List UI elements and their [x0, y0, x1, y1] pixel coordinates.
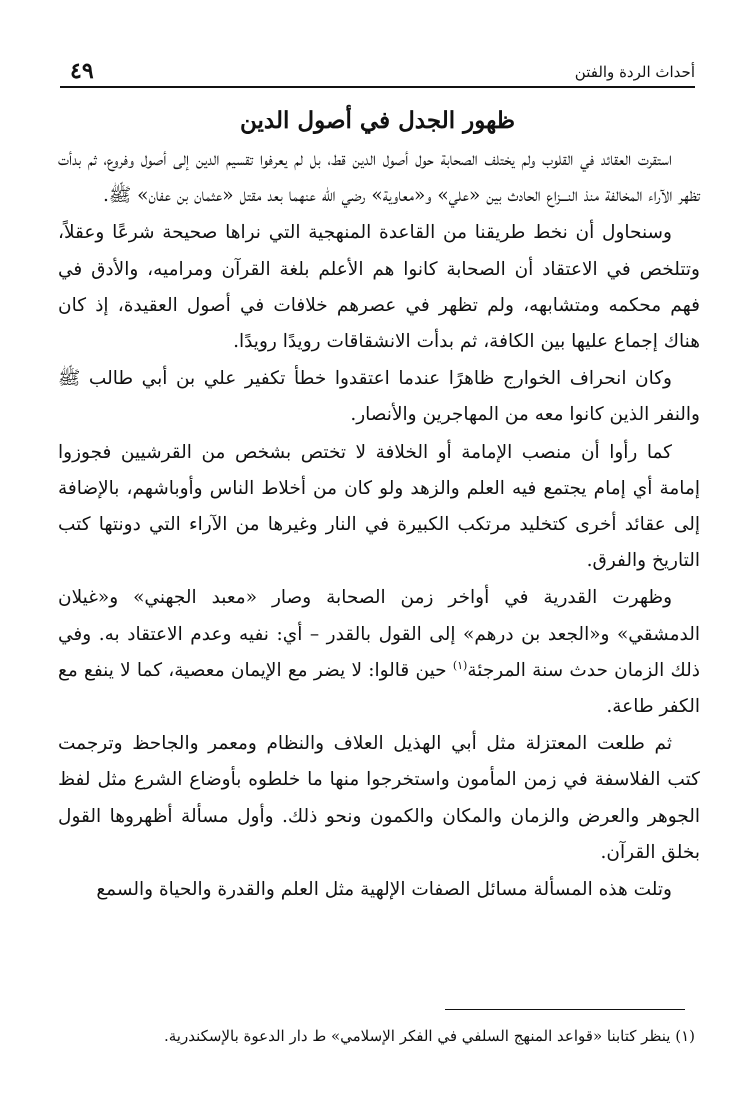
body-text: [58, 142, 700, 909]
paragraph-with-footnote-ref: [58, 580, 700, 725]
paragraph-text: وظهرت القدرية في أواخر زمن الصحابة وصار «معبد الجهني» و«غيلان الدمشقي» و«الجعد بن درهم» إلى القول بالقدر – أي: نفيه وعدم الاعتقاد به. وفي ذلك الزمان حدث سنة المرجئة: [58, 587, 700, 681]
paragraph-text: حين قالوا: لا يضر مع الإيمان معصية، كما لا ينفع مع الكفر طاعة.: [58, 659, 700, 718]
section-title: ظهور الجدل في أصول الدين: [239, 107, 515, 134]
footnote-divider: [445, 1009, 685, 1010]
paragraph: استقرت العقائد في القلوب ولم يختلف الصحابة حول أصول الدين قط، بل لم يعرفوا تقسيم الدين إلى أصول وفروع، ثم بدأت تظهر الآراء المخالفة منذ النـــزاع الحادث بين «علي» و«معاوية» رضي الله عنهما بعد مقتل «عثمان بن عفان» ﷺ.: [58, 149, 700, 207]
paragraph: كما رأوا أن منصب الإمامة أو الخلافة لا تختص بشخص من القرشيين فجوزوا إمامة أي إمام يجتمع فيه العلم والزهد ولو كان من أخلاط الناس وأوباشهم، بالإضافة إلى عقائد أخرى كتخليد مرتكب الكبيرة في النار وغيرها من الآراء التي دونتها كتب التاريخ والفرق.: [58, 441, 700, 572]
page-header: [60, 58, 695, 88]
footnote: (١) ينظر كتابنا «قواعد المنهج السلفي في الفكر الإسلامي» ط دار الدعوة بالإسكندرية.: [163, 1027, 695, 1045]
paragraph: وتلت هذه المسألة مسائل الصفات الإلهية مثل العلم والقدرة والحياة والسمع: [96, 879, 672, 901]
page-number: ٤٩: [70, 58, 94, 84]
running-title: أحداث الردة والفتن: [574, 63, 695, 81]
paragraph: ثم طلعت المعتزلة مثل أبي الهذيل العلاف والنظام ومعمر والجاحظ وترجمت كتب الفلاسفة في زمن المأمون واستخرجوا منها ما خلطوه بأوضاع الشرع مثل لفظ الجوهر والعرض والزمان والمكان والكمون ونحو ذلك. وأول مسألة أظهروها القول بخلق القرآن.: [58, 733, 700, 863]
footnote-reference[interactable]: (١): [452, 658, 468, 672]
paragraph: وكان انحراف الخوارج ظاهرًا عندما اعتقدوا خطأ تكفير علي بن أبي طالب ﷺ والنفر الذين كانوا معه من المهاجرين والأنصار.: [58, 368, 700, 426]
paragraph: وسنحاول أن نخط طريقنا من القاعدة المنهجية التي نراها صحيحة شرعًا وعقلاً، وتتلخص في الاعتقاد أن الصحابة كانوا هم الأعلم بلغة القرآن ومراميه، والأدق في فهم محكمه ومتشابهه، ولم تظهر في عصرهم خلافات في أصول العقيدة، إذ كان هناك إجماع عليها بين الكافة، ثم بدأت الانشقاقات رويدًا رويدًا.: [58, 222, 700, 353]
